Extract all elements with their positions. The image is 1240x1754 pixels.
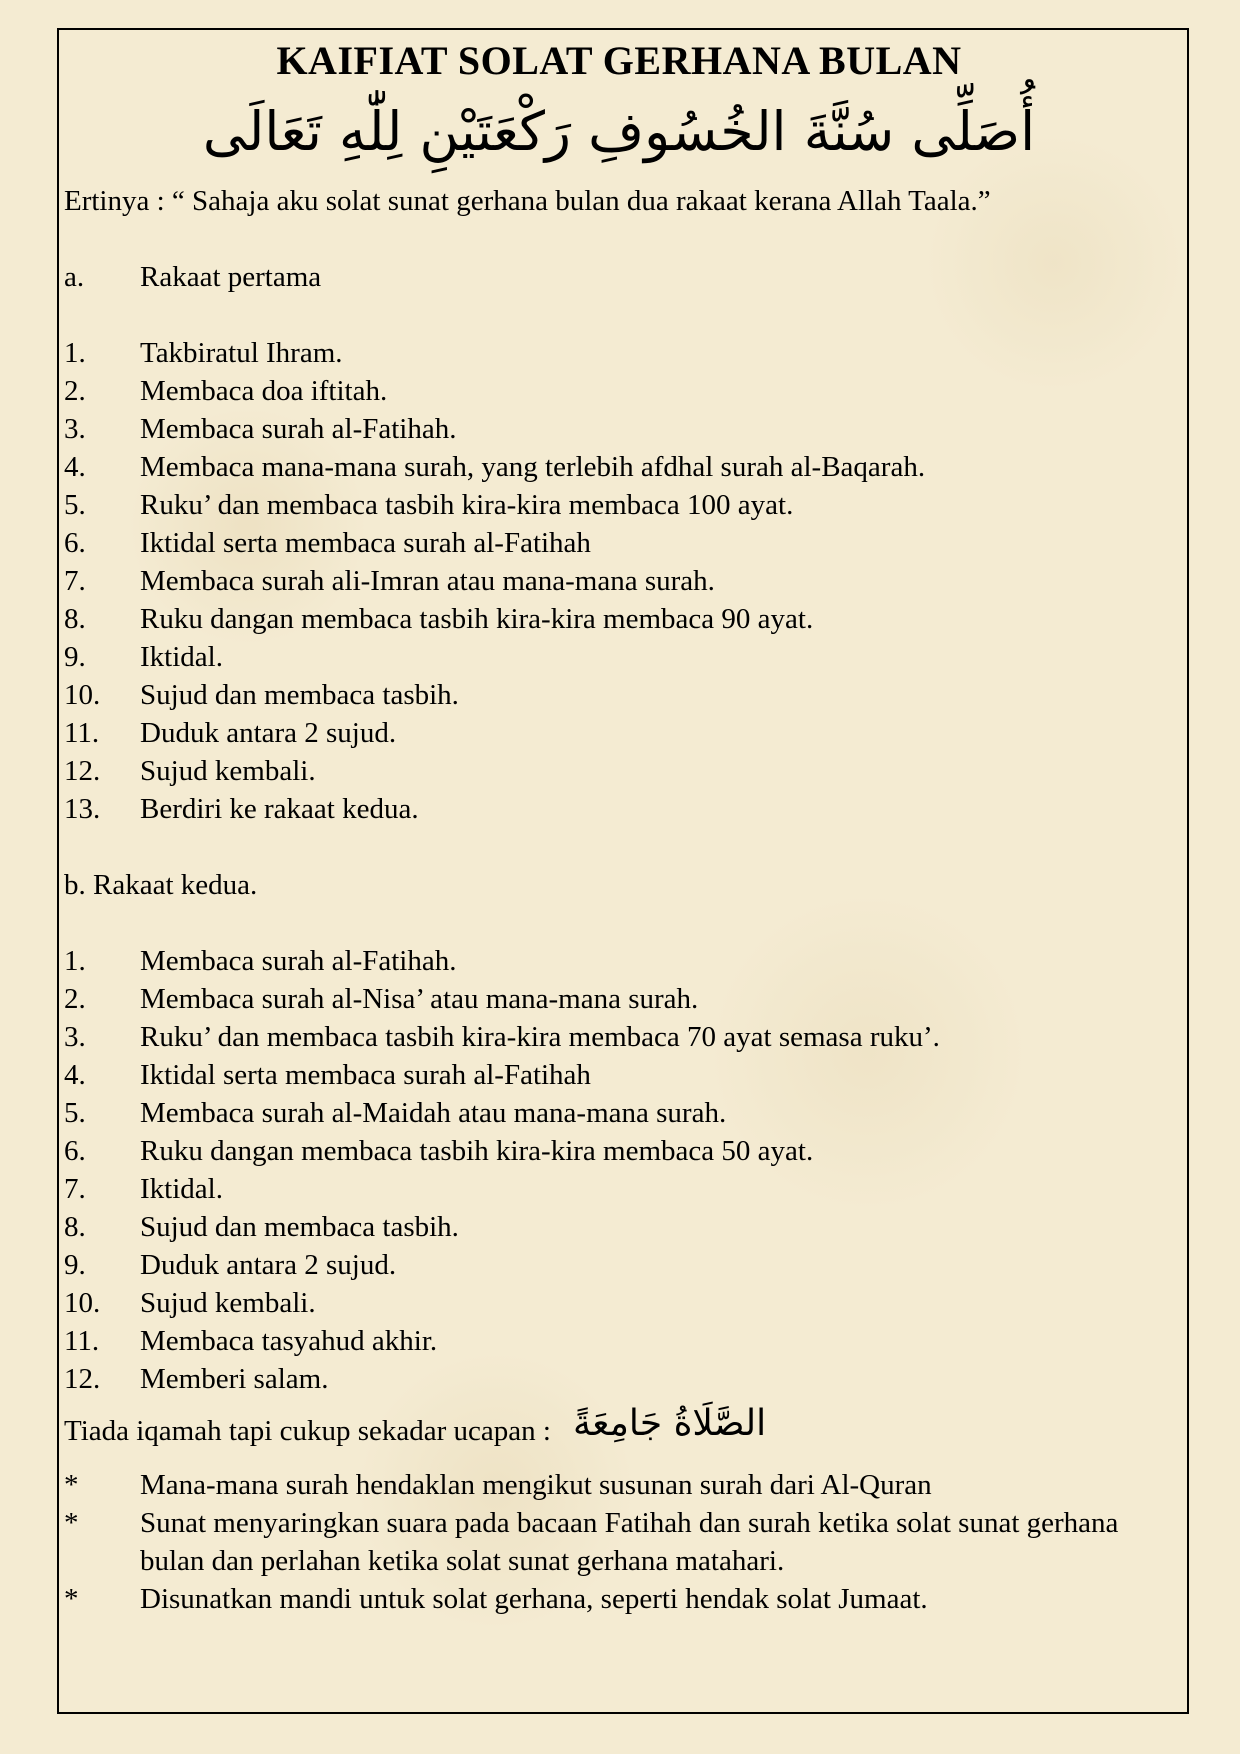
step-item	[64, 790, 1174, 828]
list-text: Ruku’ dan membaca tasbih kira-kira membaca 100 ayat.	[140, 489, 794, 521]
list-text: Duduk antara 2 sujud.	[140, 1249, 397, 1281]
list-text: Sujud dan membaca tasbih.	[140, 679, 459, 711]
list-text: Ruku’ dan membaca tasbih kira-kira membaca 70 ayat semasa ruku’.	[140, 1021, 940, 1053]
list-number: 9.	[64, 641, 86, 673]
list-text: Iktidal.	[140, 1173, 223, 1205]
step-item	[64, 1132, 1174, 1170]
list-number: 11.	[64, 717, 100, 749]
section-marker: a.	[64, 261, 85, 293]
step-item	[64, 410, 1174, 448]
list-number: 10.	[64, 679, 101, 711]
list-text: Berdiri ke rakaat kedua.	[140, 793, 419, 825]
step-item	[64, 980, 1174, 1018]
list-number: 2.	[64, 983, 86, 1015]
step-item	[64, 714, 1174, 752]
list-text: Membaca surah al-Maidah atau mana-mana surah.	[140, 1097, 727, 1129]
list-number: 2.	[64, 375, 86, 407]
list-number: 8.	[64, 603, 86, 635]
step-item	[64, 942, 1174, 980]
rakaat-kedua-steps	[64, 942, 1174, 1398]
list-number: 3.	[64, 1021, 86, 1053]
list-number: 8.	[64, 1211, 86, 1243]
step-item	[64, 1360, 1174, 1398]
list-number: 6.	[64, 1135, 86, 1167]
list-text: Iktidal serta membaca surah al-Fatihah	[140, 1059, 591, 1091]
note-item	[64, 1580, 1174, 1618]
step-item	[64, 1018, 1174, 1056]
step-item	[64, 372, 1174, 410]
notes-list	[64, 1466, 1174, 1618]
list-number: 12.	[64, 1363, 101, 1395]
rakaat-pertama-steps	[64, 334, 1174, 828]
step-item	[64, 486, 1174, 524]
note-item	[64, 1466, 1174, 1504]
document-body	[64, 28, 1174, 1618]
section-heading: Rakaat pertama	[140, 261, 322, 293]
step-item	[64, 1208, 1174, 1246]
list-text: Sujud kembali.	[140, 1287, 316, 1319]
list-text: Takbiratul Ihram.	[140, 337, 343, 369]
niat-meaning: Ertinya : “ Sahaja aku solat sunat gerhana bulan dua rakaat kerana Allah Taala.”	[64, 185, 991, 217]
list-number: 4.	[64, 451, 86, 483]
step-item	[64, 334, 1174, 372]
list-number: 5.	[64, 489, 86, 521]
list-text: Memberi salam.	[140, 1363, 329, 1395]
list-text: Membaca doa iftitah.	[140, 375, 388, 407]
list-number: 7.	[64, 1173, 86, 1205]
step-item	[64, 524, 1174, 562]
step-item	[64, 448, 1174, 486]
iqamah-text: Tiada iqamah tapi cukup sekadar ucapan :	[64, 1415, 551, 1447]
iqamah-line	[64, 1403, 1174, 1456]
section-heading-rakaat-pertama	[64, 258, 1174, 296]
step-item	[64, 562, 1174, 600]
list-text: Ruku dangan membaca tasbih kira-kira membaca 90 ayat.	[140, 603, 814, 635]
list-number: 12.	[64, 755, 101, 787]
page-title: KAIFIAT SOLAT GERHANA BULAN	[276, 38, 962, 83]
list-text: Membaca surah al-Fatihah.	[140, 945, 457, 977]
list-number: 9.	[64, 1249, 86, 1281]
list-text: Ruku dangan membaca tasbih kira-kira membaca 50 ayat.	[140, 1135, 814, 1167]
step-item	[64, 1322, 1174, 1360]
list-number: 11.	[64, 1325, 100, 1357]
step-item	[64, 1094, 1174, 1132]
list-number: *	[64, 1507, 79, 1539]
list-text: Iktidal.	[140, 641, 223, 673]
list-number: 3.	[64, 413, 86, 445]
list-text: Membaca surah al-Nisa’ atau mana-mana surah.	[140, 983, 699, 1015]
list-number: 7.	[64, 565, 86, 597]
list-text: Membaca surah al-Fatihah.	[140, 413, 457, 445]
list-number: 6.	[64, 527, 86, 559]
step-item	[64, 1246, 1174, 1284]
section-heading-rakaat-kedua: b. Rakaat kedua.	[64, 869, 258, 901]
niat-arabic: أُصَلِّى سُنَّةَ الخُسُوفِ رَكْعَتَيْنِ لِلّٰهِ تَعَالَى	[202, 100, 1036, 163]
list-text: Sunat menyaringkan suara pada bacaan Fatihah dan surah ketika solat sunat gerhana bulan dan perlahan ketika solat sunat gerhana matahari.	[140, 1507, 1119, 1577]
list-number: 1.	[64, 337, 86, 369]
list-text: Disunatkan mandi untuk solat gerhana, seperti hendak solat Jumaat.	[140, 1583, 928, 1615]
list-number: *	[64, 1469, 79, 1501]
note-item	[64, 1504, 1174, 1580]
step-item	[64, 1056, 1174, 1094]
list-number: 1.	[64, 945, 86, 977]
list-text: Duduk antara 2 sujud.	[140, 717, 397, 749]
step-item	[64, 752, 1174, 790]
list-text: Membaca tasyahud akhir.	[140, 1325, 438, 1357]
list-text: Membaca mana-mana surah, yang terlebih afdhal surah al-Baqarah.	[140, 451, 926, 483]
list-text: Mana-mana surah hendaklan mengikut susunan surah dari Al-Quran	[140, 1469, 932, 1501]
list-text: Sujud kembali.	[140, 755, 316, 787]
list-number: 13.	[64, 793, 101, 825]
list-number: 4.	[64, 1059, 86, 1091]
list-number: 10.	[64, 1287, 101, 1319]
step-item	[64, 638, 1174, 676]
step-item	[64, 1170, 1174, 1208]
list-text: Sujud dan membaca tasbih.	[140, 1211, 459, 1243]
list-number: 5.	[64, 1097, 86, 1129]
step-item	[64, 1284, 1174, 1322]
list-number: *	[64, 1583, 79, 1615]
step-item	[64, 676, 1174, 714]
list-text: Membaca surah ali-Imran atau mana-mana surah.	[140, 565, 715, 597]
list-text: Iktidal serta membaca surah al-Fatihah	[140, 527, 591, 559]
step-item	[64, 600, 1174, 638]
iqamah-arabic: الصَّلَاةُ جَامِعَةً	[572, 1403, 767, 1444]
